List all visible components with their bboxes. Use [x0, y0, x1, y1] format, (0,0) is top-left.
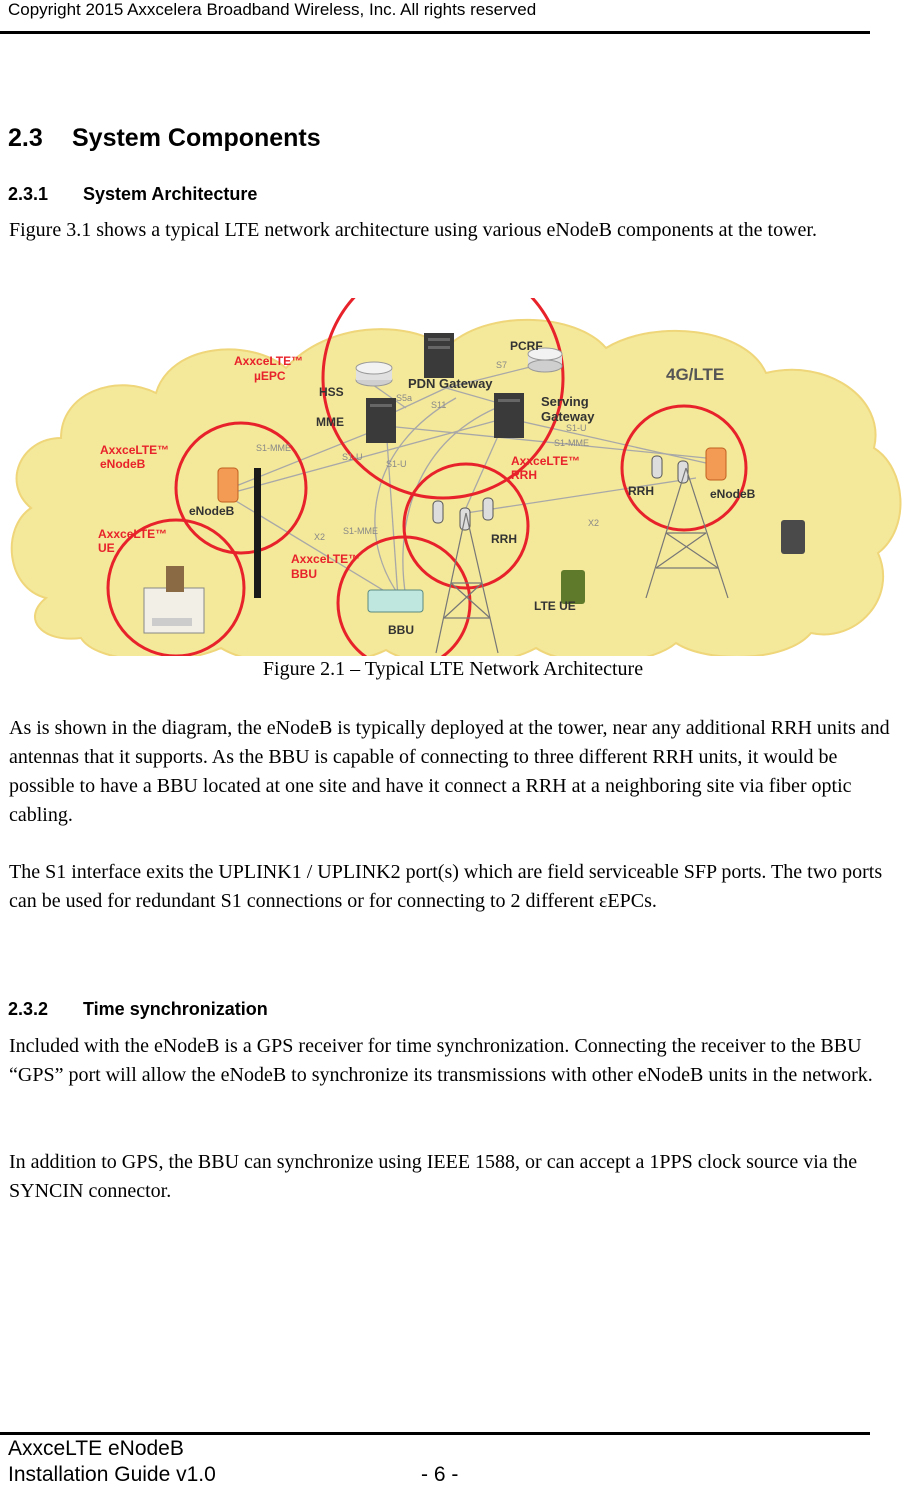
- mme-server-icon: [366, 398, 396, 443]
- pdn-gateway-label: PDN Gateway: [408, 376, 493, 391]
- subsection-heading-time-sync: [8, 999, 268, 1020]
- rrh-brand-label: AxxceLTE™: [511, 454, 581, 468]
- s1-interface-paragraph: The S1 interface exits the UPLINK1 / UPLINK2 port(s) which are field serviceable SFP ports. The two ports can be used for redundant S1 connections or for connecting to 2 different εEPCs.: [9, 861, 883, 912]
- enodeb-pole-icon: [254, 468, 261, 598]
- s1-u-link-label-3: S1-U: [566, 423, 587, 433]
- epc-brand-label: AxxceLTE™: [234, 354, 304, 368]
- figure-caption: Figure 2.1 – Typical LTE Network Architecture: [262, 658, 644, 680]
- right-rrh-label: RRH: [628, 484, 654, 498]
- serving-gateway-server-icon: [494, 393, 524, 438]
- ue-name-label: UE: [98, 541, 115, 555]
- enodeb-box-label: eNodeB: [189, 504, 235, 518]
- s11-link-label: S11: [431, 400, 447, 410]
- serving-label: Serving: [541, 394, 589, 409]
- s5a-link-label: S5a: [396, 393, 413, 403]
- section-heading: [8, 124, 321, 153]
- s1-u-link-label-1: S1-U: [342, 452, 363, 462]
- subsection-title: Time synchronization: [83, 999, 268, 1019]
- pdn-gateway-server-icon: [424, 333, 454, 378]
- subsection-title: System Architecture: [83, 184, 258, 204]
- epc-name-label: µEPC: [254, 369, 286, 383]
- enodeb-unit-icon: [218, 468, 238, 502]
- network-label: 4G/LTE: [666, 365, 725, 384]
- subsection-number: 2.3.2: [8, 999, 49, 1019]
- footer-divider: [0, 1432, 870, 1435]
- phone-device-icon: [781, 520, 805, 554]
- x2-link-label-1: X2: [314, 532, 326, 542]
- pcrf-label: PCRF: [510, 339, 543, 353]
- footer-product: AxxceLTE eNodeB: [8, 1437, 184, 1460]
- lte-network-diagram: [6, 298, 904, 656]
- section-number: 2.3: [8, 124, 43, 152]
- header-divider: [0, 31, 870, 34]
- right-enodeb-unit-icon: [706, 448, 726, 480]
- mme-label: MME: [316, 415, 344, 429]
- enodeb-brand-label: AxxceLTE™: [100, 443, 170, 457]
- sync-alternatives-paragraph: In addition to GPS, the BBU can synchronize using IEEE 1588, or can accept a 1PPS clock source via the SYNCIN connector.: [9, 1151, 858, 1202]
- s7-link-label: S7: [496, 360, 508, 370]
- ue-brand-label: AxxceLTE™: [98, 527, 168, 541]
- hss-database-icon: [356, 362, 392, 386]
- lte-ue-label: LTE UE: [534, 599, 576, 613]
- bbu-name-label: BBU: [291, 567, 317, 581]
- gps-paragraph: Included with the eNodeB is a GPS receiver for time synchronization. Connecting the receiver to the BBU “GPS” port will allow the eNodeB to synchronize its transmissions with other eNodeB units in the network.: [9, 1035, 873, 1086]
- bbu-box-label: BBU: [388, 623, 414, 637]
- architecture-intro-paragraph: Figure 3.1 shows a typical LTE network architecture using various eNodeB components at the tower.: [9, 219, 817, 241]
- deployment-paragraph: As is shown in the diagram, the eNodeB is typically deployed at the tower, near any additional RRH units and antennas that it supports. As the BBU is capable of connecting to three different RRH units, it would be possible to have a BBU located at one site and have it connect a RRH at a neighboring site via fiber optic cabling.: [9, 717, 890, 826]
- s1-mme-link-label-3: S1-MME: [343, 526, 379, 536]
- s1-mme-link-label-1: S1-MME: [256, 443, 292, 453]
- hss-label: HSS: [319, 385, 344, 399]
- gateway-label: Gateway: [541, 409, 595, 424]
- right-enodeb-label: eNodeB: [710, 487, 756, 501]
- subsection-heading-architecture: [8, 184, 257, 205]
- subsection-number: 2.3.1: [8, 184, 49, 204]
- footer-page-number: - 6 -: [421, 1463, 459, 1486]
- x2-link-label-2: X2: [588, 518, 600, 528]
- footer-guide-title: Installation Guide v1.0: [8, 1463, 216, 1486]
- s1-u-link-label-2: S1-U: [386, 459, 407, 469]
- header-copyright: Copyright 2015 Axxcelera Broadband Wireless, Inc. All rights reserved: [8, 0, 537, 19]
- enodeb-name-label: eNodeB: [100, 457, 146, 471]
- rrh-name-label: RRH: [511, 468, 537, 482]
- section-title: System Components: [72, 124, 321, 152]
- bbu-unit-icon: [368, 590, 423, 612]
- bbu-brand-label: AxxceLTE™: [291, 552, 361, 566]
- rrh-center-label: RRH: [491, 532, 517, 546]
- s1-mme-link-label-2: S1-MME: [554, 438, 590, 448]
